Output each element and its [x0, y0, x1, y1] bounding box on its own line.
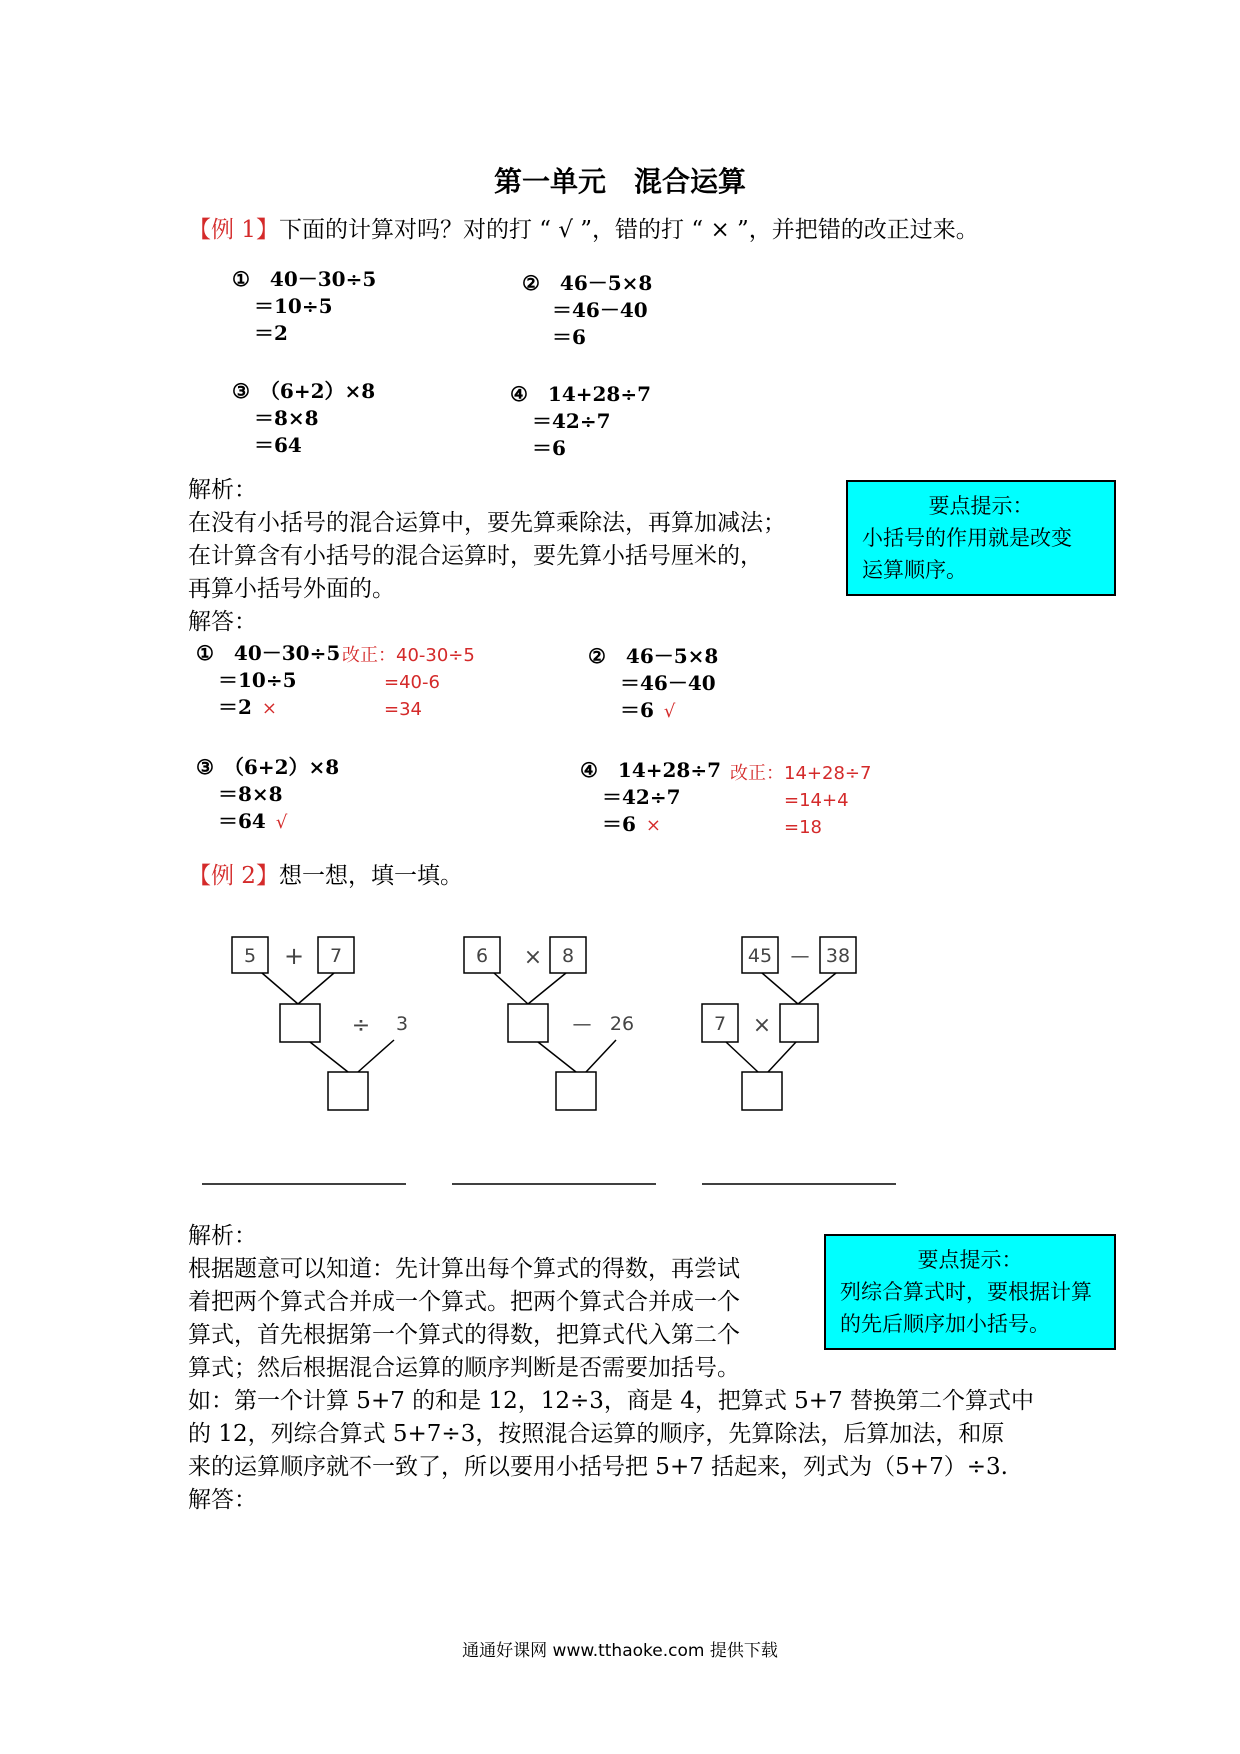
tree-1-number-c: 3: [395, 1013, 409, 1035]
example2-question: 想一想，填一填。: [278, 863, 463, 889]
tree-2-box-mid: [508, 1004, 548, 1042]
tree-3-operator-1: —: [790, 945, 810, 967]
answer-2-line-3: ＝6: [620, 698, 654, 722]
problem-3-line-3: ＝64: [254, 433, 302, 457]
tree-2-number-b: 8: [561, 945, 575, 967]
analysis-line-3: 再算小括号外面的。: [188, 576, 395, 602]
page-title: 第一单元 混合运算: [493, 165, 746, 198]
tree-2-operator-2: —: [572, 1013, 592, 1035]
correction-1-line-3: =34: [384, 699, 422, 720]
tree-3-number-b: 38: [825, 945, 851, 967]
answer-1-line-2: ＝10÷5: [218, 668, 297, 692]
example1-tag: 【例 1】: [188, 217, 279, 243]
tree-1-number-b: 7: [329, 945, 343, 967]
tree-1-box-result: [328, 1072, 368, 1110]
analysis-line-3: 算式，首先根据第一个算式的得数，把算式代入第二个: [188, 1322, 740, 1348]
problem-4-line-1: ④ 14+28÷7: [510, 382, 652, 406]
tree-2-box-result: [556, 1072, 596, 1110]
tip-box-1-title: 要点提示：: [928, 494, 1034, 518]
problem-4-line-2: ＝42÷7: [532, 409, 611, 433]
answer-4-line-3: ＝6: [602, 812, 636, 836]
tip-box-2-line-2: 的先后顺序加小括号。: [840, 1312, 1050, 1336]
tree-1-operator-1: +: [283, 942, 305, 970]
tip-box-2: [824, 1234, 1116, 1350]
tree-3-box-mid: [780, 1004, 818, 1042]
tree-3-operator-2: ×: [752, 1013, 772, 1038]
tree-2-operator-1: ×: [523, 945, 543, 970]
cross-mark: ×: [261, 698, 278, 719]
problem-2-line-3: ＝6: [552, 325, 586, 349]
check-mark: √: [663, 701, 676, 722]
tip-box-1-line-1: 小括号的作用就是改变: [862, 526, 1072, 550]
problem-3-line-1: ③ （6+2）×8: [232, 379, 376, 403]
answer-3-line-2: ＝8×8: [218, 782, 283, 806]
answer-4-line-2: ＝42÷7: [602, 785, 681, 809]
tree-1-operator-2: ÷: [351, 1013, 371, 1038]
problem-1-line-2: ＝10÷5: [254, 294, 333, 318]
correction-4-line-2: =14+4: [784, 790, 849, 811]
problem-4-line-3: ＝6: [532, 436, 566, 460]
tree-3-number-a: 45: [747, 945, 773, 967]
tree-1-box-mid: [280, 1004, 320, 1042]
tree-3-box-result: [742, 1072, 782, 1110]
answer-1-line-3: ＝2: [218, 695, 252, 719]
answer-label: 解答：: [188, 1487, 257, 1513]
analysis-line-5: 如：第一个计算 5+7 的和是 12，12÷3，商是 4，把算式 5+7 替换第二个算式中: [188, 1388, 1035, 1414]
analysis-line-1: 在没有小括号的混合运算中，要先算乘除法，再算加减法；: [188, 510, 786, 536]
example2-tag: 【例 2】: [188, 863, 279, 889]
cross-mark: ×: [645, 815, 662, 836]
analysis-line-7: 来的运算顺序就不一致了，所以要用小括号把 5+7 括起来，列式为（5+7）÷3.: [188, 1454, 1008, 1480]
problem-1-line-3: ＝2: [254, 321, 288, 345]
footer: 通通好课网 www.tthaoke.com 提供下载: [462, 1641, 778, 1661]
answer-2-line-2: ＝46－40: [620, 671, 716, 695]
analysis-line-2: 在计算含有小括号的混合运算时，要先算小括号厘米的，: [188, 543, 763, 569]
answer-2-line-1: ② 46－5×8: [588, 644, 719, 668]
answer-3-line-3: ＝64: [218, 809, 266, 833]
analysis-line-1: 根据题意可以知道：先计算出每个算式的得数，再尝试: [188, 1256, 740, 1282]
analysis-line-6: 的 12，列综合算式 5+7÷3，按照混合运算的顺序，先算除法，后算加法，和原: [188, 1421, 1005, 1447]
example1-question: 下面的计算对吗？对的打 “ √ ”，错的打 “ × ”，并把错的改正过来。: [278, 217, 979, 243]
analysis-label: 解析：: [188, 477, 257, 503]
tree-1-number-a: 5: [243, 945, 257, 967]
problem-3-line-2: ＝8×8: [254, 406, 319, 430]
correction-1-line-2: =40-6: [384, 672, 440, 693]
correction-4-line-1: 改正：14+28÷7: [730, 763, 872, 784]
correction-1-line-1: 改正：40-30÷5: [342, 645, 475, 666]
check-mark: √: [275, 812, 288, 833]
answer-label: 解答：: [188, 609, 257, 635]
problem-1-line-1: ① 40－30÷5: [232, 267, 377, 291]
answer-4-line-1: ④ 14+28÷7: [580, 758, 722, 782]
correction-4-line-3: =18: [784, 817, 822, 838]
tree-2-number-a: 6: [475, 945, 489, 967]
analysis-line-4: 算式；然后根据混合运算的顺序判断是否需要加括号。: [188, 1355, 740, 1381]
tip-box-1-line-2: 运算顺序。: [862, 558, 967, 582]
tree-2-number-c: 26: [609, 1013, 635, 1035]
tip-box-2-line-1: 列综合算式时，要根据计算: [840, 1280, 1092, 1304]
tip-box-2-title: 要点提示：: [917, 1248, 1023, 1272]
problem-2-line-1: ② 46－5×8: [522, 271, 653, 295]
answer-1-line-1: ① 40－30÷5: [196, 641, 341, 665]
tree-3-number-c: 7: [713, 1013, 727, 1035]
problem-2-line-2: ＝46－40: [552, 298, 648, 322]
analysis-label: 解析：: [188, 1223, 257, 1249]
analysis-line-2: 着把两个算式合并成一个算式。把两个算式合并成一个: [188, 1289, 740, 1315]
answer-3-line-1: ③ （6+2）×8: [196, 755, 340, 779]
